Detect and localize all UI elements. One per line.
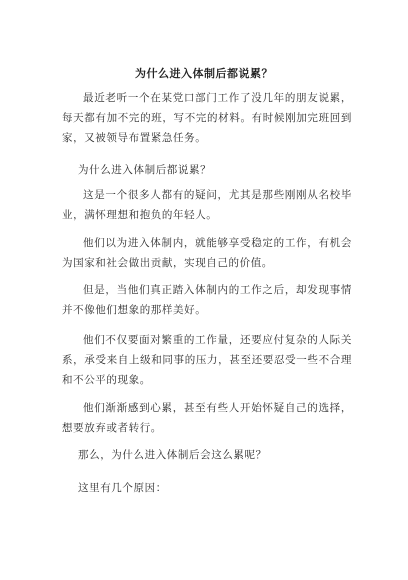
paragraph: 为什么进入体制后都说累？ xyxy=(78,164,212,176)
paragraph: 他们以为进入体制内，就能够享受稳定的工作，有机会为国家和社会做出贡献，实现自己的价值。 xyxy=(62,237,352,269)
paragraph: 他们渐渐感到心累，甚至有些人开始怀疑自己的选择，想要放弃或者转行。 xyxy=(62,402,352,434)
paragraph: 他们不仅要面对繁重的工作量，还要应付复杂的人际关系，承受来自上级和同事的压力，甚至还要忍受一些不合理和不公平的现象。 xyxy=(62,334,352,386)
paragraph: 这是一个很多人都有的疑问，尤其是那些刚刚从名校毕业，满怀理想和抱负的年轻人。 xyxy=(62,189,352,221)
paragraph: 但是，当他们真正踏入体制内的工作之后，却发现事情并不像他们想象的那样美好。 xyxy=(62,284,352,316)
paragraph: 这里有几个原因： xyxy=(78,482,167,494)
paragraph: 最近老听一个在某党口部门工作了没几年的朋友说累，每天都有加不完的班，写不完的材料。有时候刚加完班回到家，又被领导布置紧急任务。 xyxy=(62,92,352,144)
paragraph: 那么，为什么进入体制后会这么累呢？ xyxy=(78,449,267,461)
document-title: 为什么进入体制后都说累？ xyxy=(135,67,273,80)
